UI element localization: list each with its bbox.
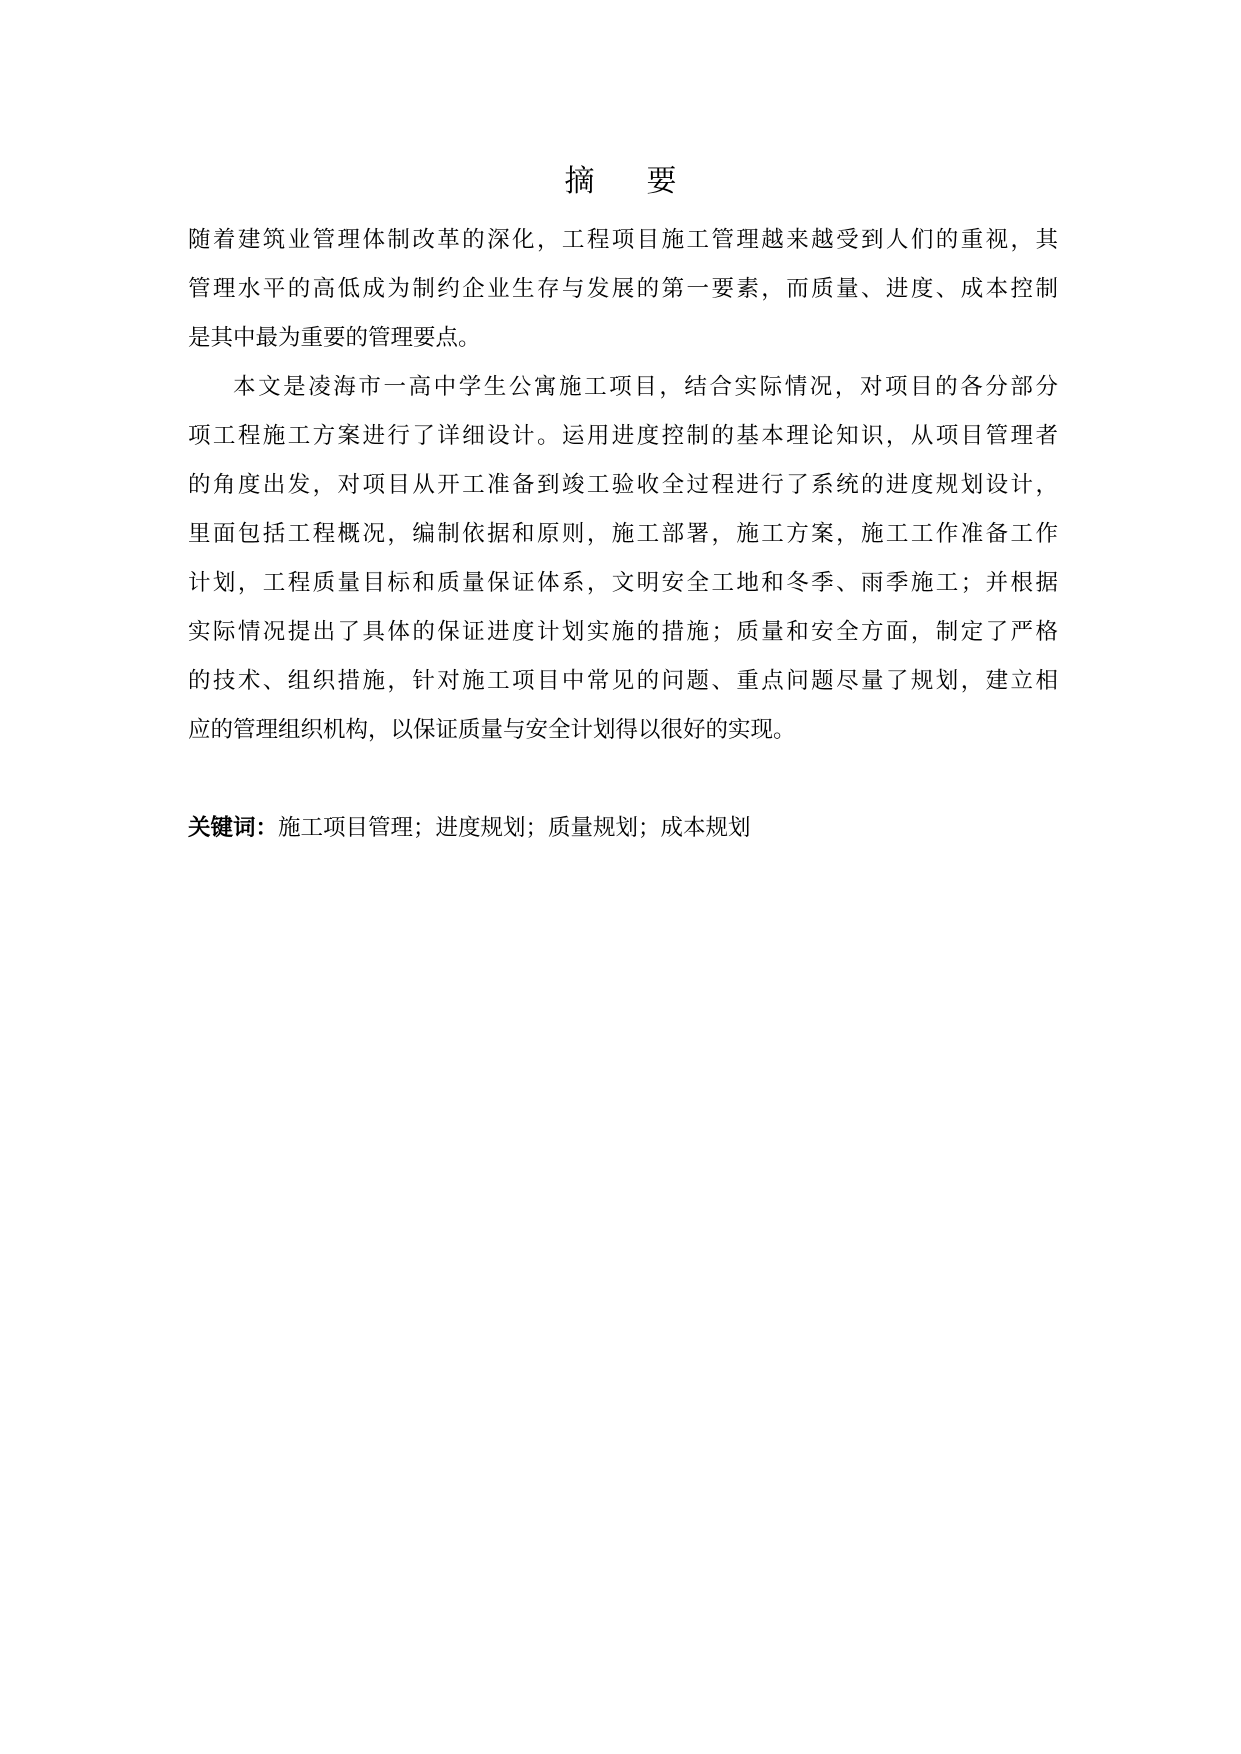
title-char: 摘 (564, 164, 595, 199)
abstract-title (0, 160, 1241, 204)
text-line: 本文是凌海市一高中学生公寓施工项目，结合实际情况，对项目的各分部分 (233, 374, 1058, 400)
text-line: 随着建筑业管理体制改革的深化，工程项目施工管理越来越受到人们的重视，其 (188, 227, 1058, 253)
text-line: 管理水平的高低成为制约企业生存与发展的第一要素，而质量、进度、成本控制 (188, 276, 1058, 302)
text-line: 是其中最为重要的管理要点。 (188, 325, 481, 351)
abstract-paragraph-1 (188, 216, 1058, 363)
abstract-paragraph-2 (188, 363, 1058, 755)
text-line: 实际情况提出了具体的保证进度计划实施的措施；质量和安全方面，制定了严格 (188, 619, 1058, 645)
text-line: 项工程施工方案进行了详细设计。运用进度控制的基本理论知识，从项目管理者 (188, 423, 1058, 449)
text-line: 应的管理组织机构，以保证质量与安全计划得以很好的实现。 (188, 717, 796, 743)
text-line: 计划，工程质量目标和质量保证体系，文明安全工地和冬季、雨季施工；并根据 (188, 570, 1058, 596)
text-line: 里面包括工程概况，编制依据和原则，施工部署，施工方案，施工工作准备工作 (188, 521, 1058, 547)
keywords-text: 施工项目管理；进度规划；质量规划；成本规划 (278, 815, 751, 841)
abstract-body (188, 216, 1058, 755)
title-char: 要 (646, 164, 677, 199)
keywords-line (188, 808, 751, 848)
text-line: 的技术、组织措施，针对施工项目中常见的问题、重点问题尽量了规划，建立相 (188, 668, 1058, 694)
keywords-label: 关键词： (188, 815, 279, 841)
text-line: 的角度出发，对项目从开工准备到竣工验收全过程进行了系统的进度规划设计， (188, 472, 1058, 498)
